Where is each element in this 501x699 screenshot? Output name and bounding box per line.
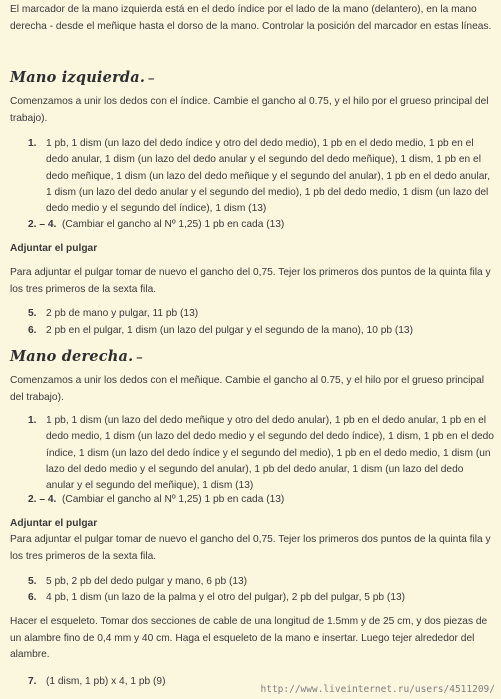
step-number: 5. [28,576,37,587]
step-text: 4 pb, 1 dism (un lazo de la palma y el otro del pulgar), 2 pb del pulgar, 5 pb (13) [46,592,406,603]
left-hand-title: Mano izquierda. [10,69,146,86]
right-thumb-intro: Para adjuntar el pulgar tomar de nuevo el gancho del 0,75. Tejer los primeros dos puntos de la quinta fila y los tres primeros de la sexta fila. [10,534,491,562]
left-thumb-heading: Adjuntar el pulgar [10,243,98,254]
step-text: (Cambiar el gancho al Nº 1,25) 1 pb en cada (13) [62,219,285,230]
source-watermark: http://www.liveinternet.ru/users/4511209/ [260,684,495,695]
step-number: 2. – 4. [28,494,57,505]
right-hand-title: Mano derecha. [10,348,134,365]
intro-paragraph: El marcador de la mano izquierda está en el dedo índice por el lado de la mano (delantero), en la mano derecha - desde el meñique hasta el dorso de la mano. Controlar la posición del marcador en estas líneas. [10,4,492,32]
step-text: 2 pb de mano y pulgar, 11 pb (13) [46,308,199,319]
step-number: 2. – 4. [28,219,57,230]
step-text: (Cambiar el gancho al Nº 1,25) 1 pb en cada (13) [62,494,285,505]
left-hand-dash: – [148,73,155,85]
left-step-6 [10,323,494,339]
right-step-1 [10,413,494,494]
right-step-2-4 [10,492,494,508]
step-number: 6. [28,325,37,336]
skeleton-paragraph: Hacer el esqueleto. Tomar dos secciones de cable de una longitud de 1.5mm y de 25 cm, y dos piezas de un alambre fino de 0,4 mm y 40 cm. Haga el esqueleto de la mano e insertar. Luego tejer alrededor del alambre. [10,616,488,660]
step-text: 2 pb en el pulgar, 1 dism (un lazo del pulgar y el segundo de la mano), 10 pb (13) [46,325,413,336]
right-hand-intro: Comenzamos a unir los dedos con el meñique. Cambie el gancho al 0.75, y el hilo por el grueso principal del trabajo). [10,375,484,403]
step-number: 7. [28,676,37,687]
left-hand-intro: Comenzamos a unir los dedos con el índice. Cambie el gancho al 0.75, y el hilo por el grueso principal del trabajo). [10,96,489,124]
step-number: 1. [28,415,37,426]
right-thumb-heading: Adjuntar el pulgar [10,518,98,529]
left-step-5 [10,306,494,322]
step-text: 1 pb, 1 dism (un lazo del dedo índice y otro del dedo medio), 1 pb en el dedo medio, 1 pb en el dedo anular, 1 dism (un lazo del dedo anular y el segundo del dedo meñique), 1 dism, 1 pb en el dedo meñique, 1 dism (un lazo del dedo meñique y el segundo del anular), 1 pb en el dedo anular, 1 dism (un lazo del dedo anular y el segundo del medio), 1 pb del dedo medio, 1 dism (un lazo del dedo medio y el segundo del índice), 1 dism (13) [46,138,491,215]
step-text: 1 pb, 1 dism (un lazo del dedo meñique y otro del dedo anular), 1 pb en el dedo anular, 1 pb en el dedo medio, 1 dism (un lazo del dedo medio y el segundo del dedo índice), 1 dism, 1 pb en el dedo índice, 1 dism (un lazo del dedo índice y el segundo del medio), 1 pb en el dedo medio, 1 dism (un lazo del dedo medio y el segundo del anular), 1 pb del dedo anular, 1 dism (un lazo del dedo anular y el segundo del meñique), 1 dism (13) [46,415,494,492]
step-text: 5 pb, 2 pb del dedo pulgar y mano, 6 pb (13) [46,576,248,587]
step-text: (1 dism, 1 pb) x 4, 1 pb (9) [46,676,166,687]
left-step-2-4 [10,217,494,233]
right-step-6 [10,590,494,606]
step-number: 1. [28,138,37,149]
step-number: 6. [28,592,37,603]
left-hand-heading [10,69,154,88]
right-hand-heading [10,348,143,367]
right-step-5 [10,574,494,590]
left-thumb-intro: Para adjuntar el pulgar tomar de nuevo el gancho del 0,75. Tejer los primeros dos puntos de la quinta fila y los tres primeros de la sexta fila. [10,267,491,295]
step-number: 5. [28,308,37,319]
right-hand-dash: – [136,352,143,364]
left-step-1 [10,136,494,217]
